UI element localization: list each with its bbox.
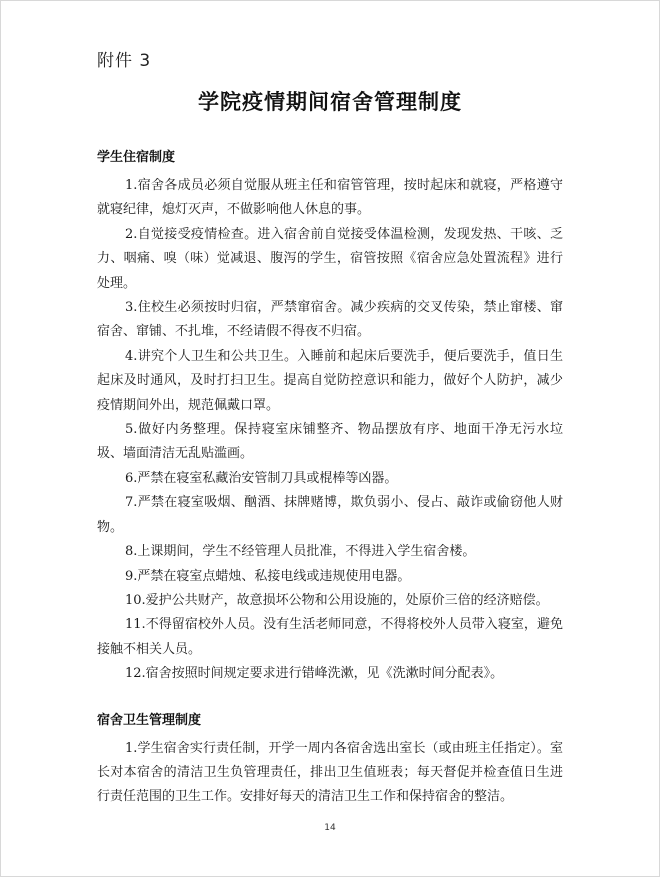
document-body	[97, 148, 563, 810]
rule-paragraph: 6.严禁在寝室私藏治安管制刀具或棍棒等凶器。	[125, 470, 398, 486]
section-dormitory-rules	[97, 148, 563, 687]
rule-paragraph: 12.宿舍按照时间规定要求进行错峰洗漱，见《洗漱时间分配表》。	[125, 666, 504, 682]
page-number: 14	[324, 823, 336, 833]
attachment-label: 附件 3	[97, 51, 152, 71]
section-heading: 宿舍卫生管理制度	[97, 712, 202, 728]
rule-paragraph: 11.不得留宿校外人员。没有生活老师同意，不得将校外人员带入寝室，避免接触不相关人员。	[97, 617, 563, 657]
rule-paragraph: 1.学生宿舍实行责任制，开学一周内各宿舍选出室长（或由班主任指定）。室长对本宿舍的清洁卫生负管理责任，排出卫生值班表；每天督促并检查值日生进行责任范围的卫生工作。安排好每天的清洁卫生工作和保持宿舍的整洁。	[97, 740, 563, 805]
section-spacer	[97, 687, 563, 711]
rule-paragraph: 2.自觉接受疫情检查。进入宿舍前自觉接受体温检测，发现发热、干咳、乏力、咽痛、嗅（味）觉减退、腹泻的学生，宿管按照《宿舍应急处置流程》进行处理。	[97, 226, 563, 291]
rule-paragraph: 4.讲究个人卫生和公共卫生。入睡前和起床后要洗手，便后要洗手，值日生起床及时通风，及时打扫卫生。提高自觉防控意识和能力，做好个人防护，减少疫情期间外出，规范佩戴口罩。	[97, 348, 563, 413]
rule-paragraph: 9.严禁在寝室点蜡烛、私接电线或违规使用电器。	[125, 568, 411, 584]
document-title: 学院疫情期间宿舍管理制度	[198, 89, 462, 114]
section-heading: 学生住宿制度	[97, 150, 176, 165]
rule-paragraph: 10.爱护公共财产，故意损坏公物和公用设施的，处原价三倍的经济赔偿。	[125, 592, 549, 608]
rule-paragraph: 8.上课期间，学生不经管理人员批准，不得进入学生宿舍楼。	[125, 544, 476, 560]
rule-paragraph: 7.严禁在寝室吸烟、酗酒、抹牌赌博，欺负弱小、侵占、敲诈或偷窃他人财物。	[97, 495, 563, 535]
rule-paragraph: 5.做好内务整理。保持寝室床铺整齐、物品摆放有序、地面干净无污水垃圾、墙面清洁无乱贴滥画。	[97, 422, 563, 462]
rule-paragraph: 1.宿舍各成员必须自觉服从班主任和宿管管理，按时起床和就寝，严格遵守就寝纪律，熄灯灭声，不做影响他人休息的事。	[97, 178, 563, 218]
rule-paragraph: 3.住校生必须按时归宿，严禁窜宿舍。减少疾病的交叉传染，禁止窜楼、窜宿舍、窜铺、不扎堆，不经请假不得夜不归宿。	[97, 300, 563, 340]
section-hygiene-rules	[97, 711, 563, 810]
